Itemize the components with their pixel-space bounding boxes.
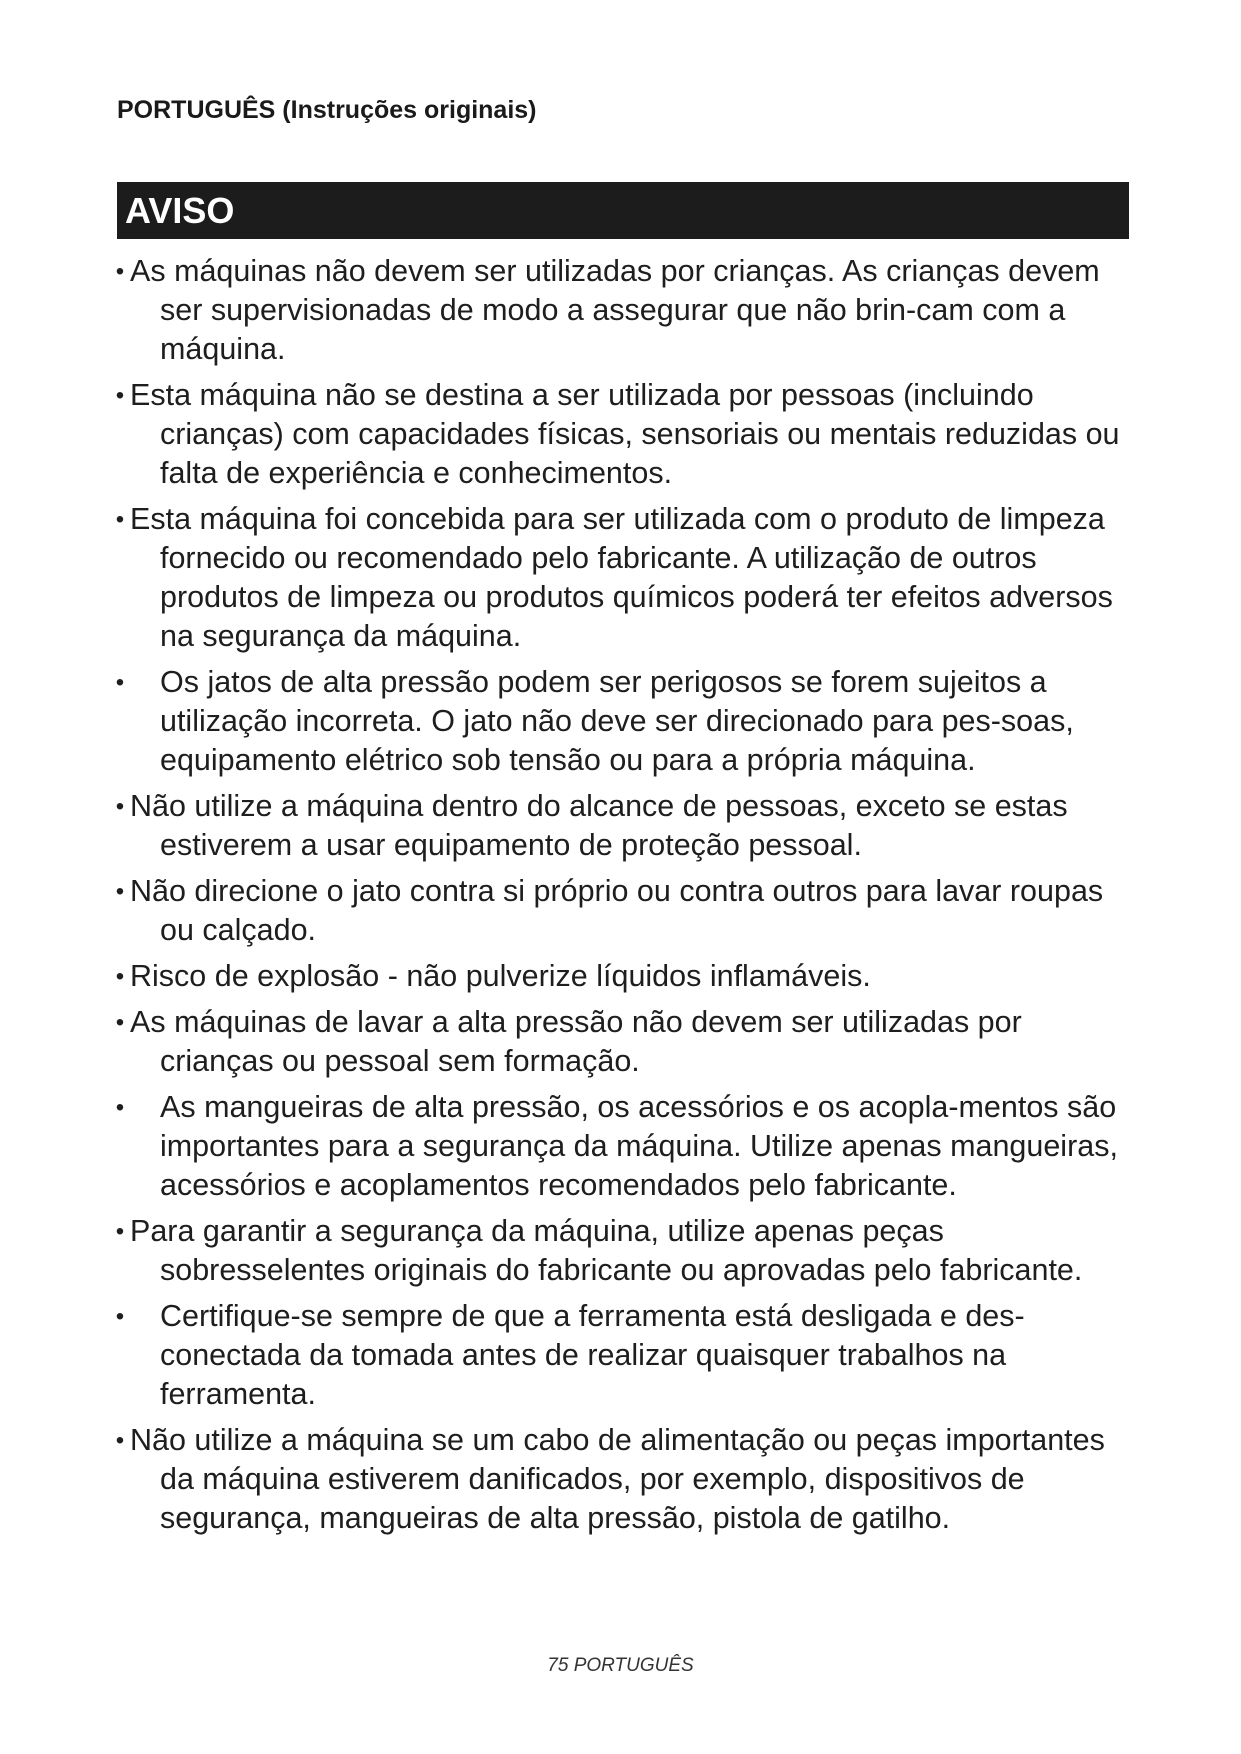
section-heading-aviso: AVISO (117, 182, 1129, 239)
list-item (114, 1421, 1134, 1538)
list-item (114, 500, 1134, 656)
page-number: 75 PORTUGUÊS (547, 1655, 694, 1676)
page-header-title: PORTUGUÊS (Instruções originais) (117, 96, 537, 124)
warning-text: As máquinas de lavar a alta pressão não devem ser utilizadas por crianças ou pessoal sem formação. (130, 1005, 1022, 1078)
bullet-icon: • (115, 1009, 125, 1036)
bullet-icon: • (115, 1427, 125, 1454)
list-item (114, 1212, 1134, 1290)
bullet-icon: • (115, 1094, 125, 1121)
list-item (114, 1297, 1134, 1414)
bullet-icon: • (115, 258, 125, 285)
list-item (114, 787, 1134, 865)
warning-text: Risco de explosão - não pulverize líquidos inflamáveis. (130, 959, 871, 993)
list-item (114, 872, 1134, 950)
warning-text: Certifique-se sempre de que a ferramenta está desligada e des-conectada da tomada antes de realizar quaisquer trabalhos na ferramenta. (160, 1299, 1025, 1411)
list-item (114, 957, 1134, 996)
list-item (114, 1003, 1134, 1081)
bullet-icon: • (115, 506, 125, 533)
warning-text: Não utilize a máquina dentro do alcance de pessoas, exceto se estas estiverem a usar equipamento de proteção pessoal. (130, 789, 1068, 862)
bullet-icon: • (115, 878, 125, 905)
warning-list (114, 252, 1134, 1545)
list-item (114, 376, 1134, 493)
bullet-icon: • (115, 382, 125, 409)
list-item (114, 1088, 1134, 1205)
warning-text: As mangueiras de alta pressão, os acessórios e os acopla-mentos são importantes para a segurança da máquina. Utilize apenas mangueiras, acessórios e acoplamentos recomendados pelo fabricante. (160, 1090, 1118, 1202)
bullet-icon: • (115, 1218, 125, 1245)
list-item (114, 252, 1134, 369)
list-item (114, 663, 1134, 780)
warning-text: Para garantir a segurança da máquina, utilize apenas peças sobresselentes originais do fabricante ou aprovadas pelo fabricante. (130, 1214, 1083, 1287)
bullet-icon: • (115, 669, 125, 696)
warning-text: As máquinas não devem ser utilizadas por crianças. As crianças devem ser supervisionadas de modo a assegurar que não brin-cam com a máquina. (130, 254, 1100, 366)
bullet-icon: • (115, 1303, 125, 1330)
warning-text: Esta máquina foi concebida para ser utilizada com o produto de limpeza fornecido ou recomendado pelo fabricante. A utilização de outros produtos de limpeza ou produtos químicos poderá ter efeitos adversos na segurança da máquina. (130, 502, 1113, 653)
warning-text: Não direcione o jato contra si próprio ou contra outros para lavar roupas ou calçado. (130, 874, 1104, 947)
warning-text: Os jatos de alta pressão podem ser perigosos se forem sujeitos a utilização incorreta. O jato não deve ser direcionado para pes-soas, equipamento elétrico sob tensão ou para a própria máquina. (160, 665, 1074, 777)
bullet-icon: • (115, 963, 125, 990)
bullet-icon: • (115, 793, 125, 820)
warning-text: Esta máquina não se destina a ser utilizada por pessoas (incluindo crianças) com capacidades físicas, sensoriais ou mentais reduzidas ou falta de experiência e conhecimentos. (130, 378, 1120, 490)
warning-text: Não utilize a máquina se um cabo de alimentação ou peças importantes da máquina estiverem danificados, por exemplo, dispositivos de segurança, mangueiras de alta pressão, pistola de gatilho. (130, 1423, 1105, 1535)
